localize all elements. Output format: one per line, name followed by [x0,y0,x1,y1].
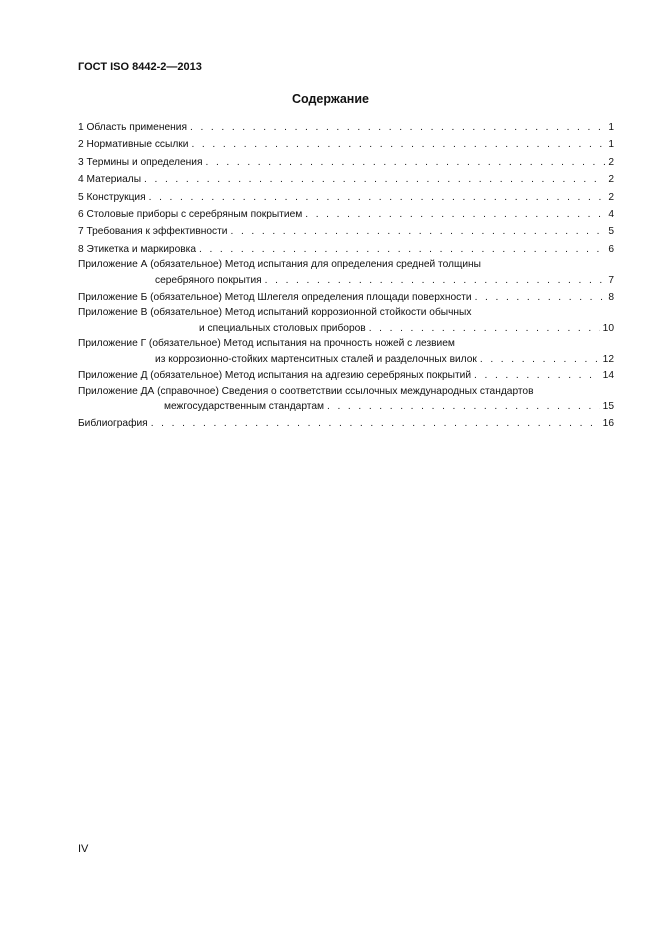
toc-entry-title: 6 Столовые приборы с серебряным покрытием [78,208,303,220]
toc-entry[interactable] [78,136,614,153]
dot-leader [305,206,605,223]
toc-entry-page: 1 [608,139,614,151]
dot-leader [151,415,600,432]
toc-entry-page: 16 [602,418,614,430]
toc-annex-entry[interactable] [78,258,614,289]
annex-title-line: Приложение В (обязательное) Метод испытаний коррозионной стойкости обычных [78,307,472,319]
toc-entry[interactable] [78,171,614,188]
dot-leader [369,321,600,337]
toc-entry-title: 1 Область применения [78,122,187,133]
dot-leader [265,273,606,289]
toc-annex-entry[interactable] [78,385,614,416]
toc-entry-page: 4 [608,208,614,220]
toc-entry-title: 4 Материалы [78,174,142,186]
annex-title-line: Приложение А (обязательное) Метод испытания для определения средней толщины [78,259,482,271]
toc-annex-entry[interactable] [78,306,614,337]
toc-entry-page: 12 [602,353,614,365]
toc-entry-page: 2 [608,174,614,186]
annex-title-continuation: из коррозионно-стойких мартенситных сталей и разделочных вилок [155,353,477,365]
toc-entry-page: 8 [608,291,614,303]
annex-title-line: Приложение ДА (справочное) Сведения о соответствии ссылочных международных стандартов [78,385,534,397]
toc-annex-entry[interactable] [78,367,614,384]
toc-entry[interactable] [78,206,614,223]
dot-leader [199,241,605,258]
toc-entry[interactable] [78,119,614,136]
annex-title-continuation: и специальных столовых приборов [199,322,366,334]
toc-entry-title: 3 Термины и определения [78,156,203,168]
dot-leader [474,367,600,384]
toc-entry[interactable] [78,241,614,258]
toc-annex-entry[interactable] [78,289,614,306]
annex-title-line: Приложение Д (обязательное) Метод испытания на адгезию серебряных покрытий [78,370,472,382]
dot-leader [144,171,605,188]
annex-title-continuation: межгосударственным стандартам [164,401,324,413]
toc-entry-page: 2 [608,191,614,203]
toc-entry-title: 5 Конструкция [78,191,146,203]
dot-leader [327,399,600,415]
dot-leader [480,352,600,368]
annex-title-line: Приложение Г (обязательное) Метод испытания на прочность ножей с лезвием [78,337,455,349]
page-title: Содержание [291,92,369,106]
dot-leader [191,136,605,153]
toc-entry-page: 2 [608,156,614,168]
toc-entry-bibliography[interactable] [78,415,614,432]
toc-entry-page: 10 [602,322,614,334]
toc-entry-page: 15 [602,401,614,413]
toc-entry[interactable] [78,189,614,206]
toc-entry-title: 8 Этикетка и маркировка [78,243,197,255]
annex-title-line: Приложение Б (обязательное) Метод Шлегеля определения площади поверхности [78,291,472,303]
toc-entry-title: 7 Требования к эффективности [78,226,228,238]
toc-entry-title: 2 Нормативные ссылки [78,139,189,151]
toc-entry-page: 6 [608,243,614,255]
dot-leader [205,154,605,171]
page-number: IV [78,843,89,855]
document-header: ГОСТ ISO 8442-2—2013 [78,61,202,73]
toc-entry-page: 5 [608,226,614,238]
toc-entry-page: 7 [608,274,614,286]
toc-entry-page: 14 [602,370,614,382]
dot-leader [190,119,605,136]
toc-entry[interactable] [78,154,614,171]
toc-entry-title: Библиография [78,418,148,430]
toc-entry-page: 1 [608,122,614,133]
table-of-contents [78,119,614,433]
dot-leader [149,189,606,206]
toc-entry[interactable] [78,223,614,240]
dot-leader [231,223,606,240]
toc-annex-entry[interactable] [78,337,614,368]
annex-title-continuation: серебряного покрытия [155,274,262,286]
dot-leader [475,289,606,306]
